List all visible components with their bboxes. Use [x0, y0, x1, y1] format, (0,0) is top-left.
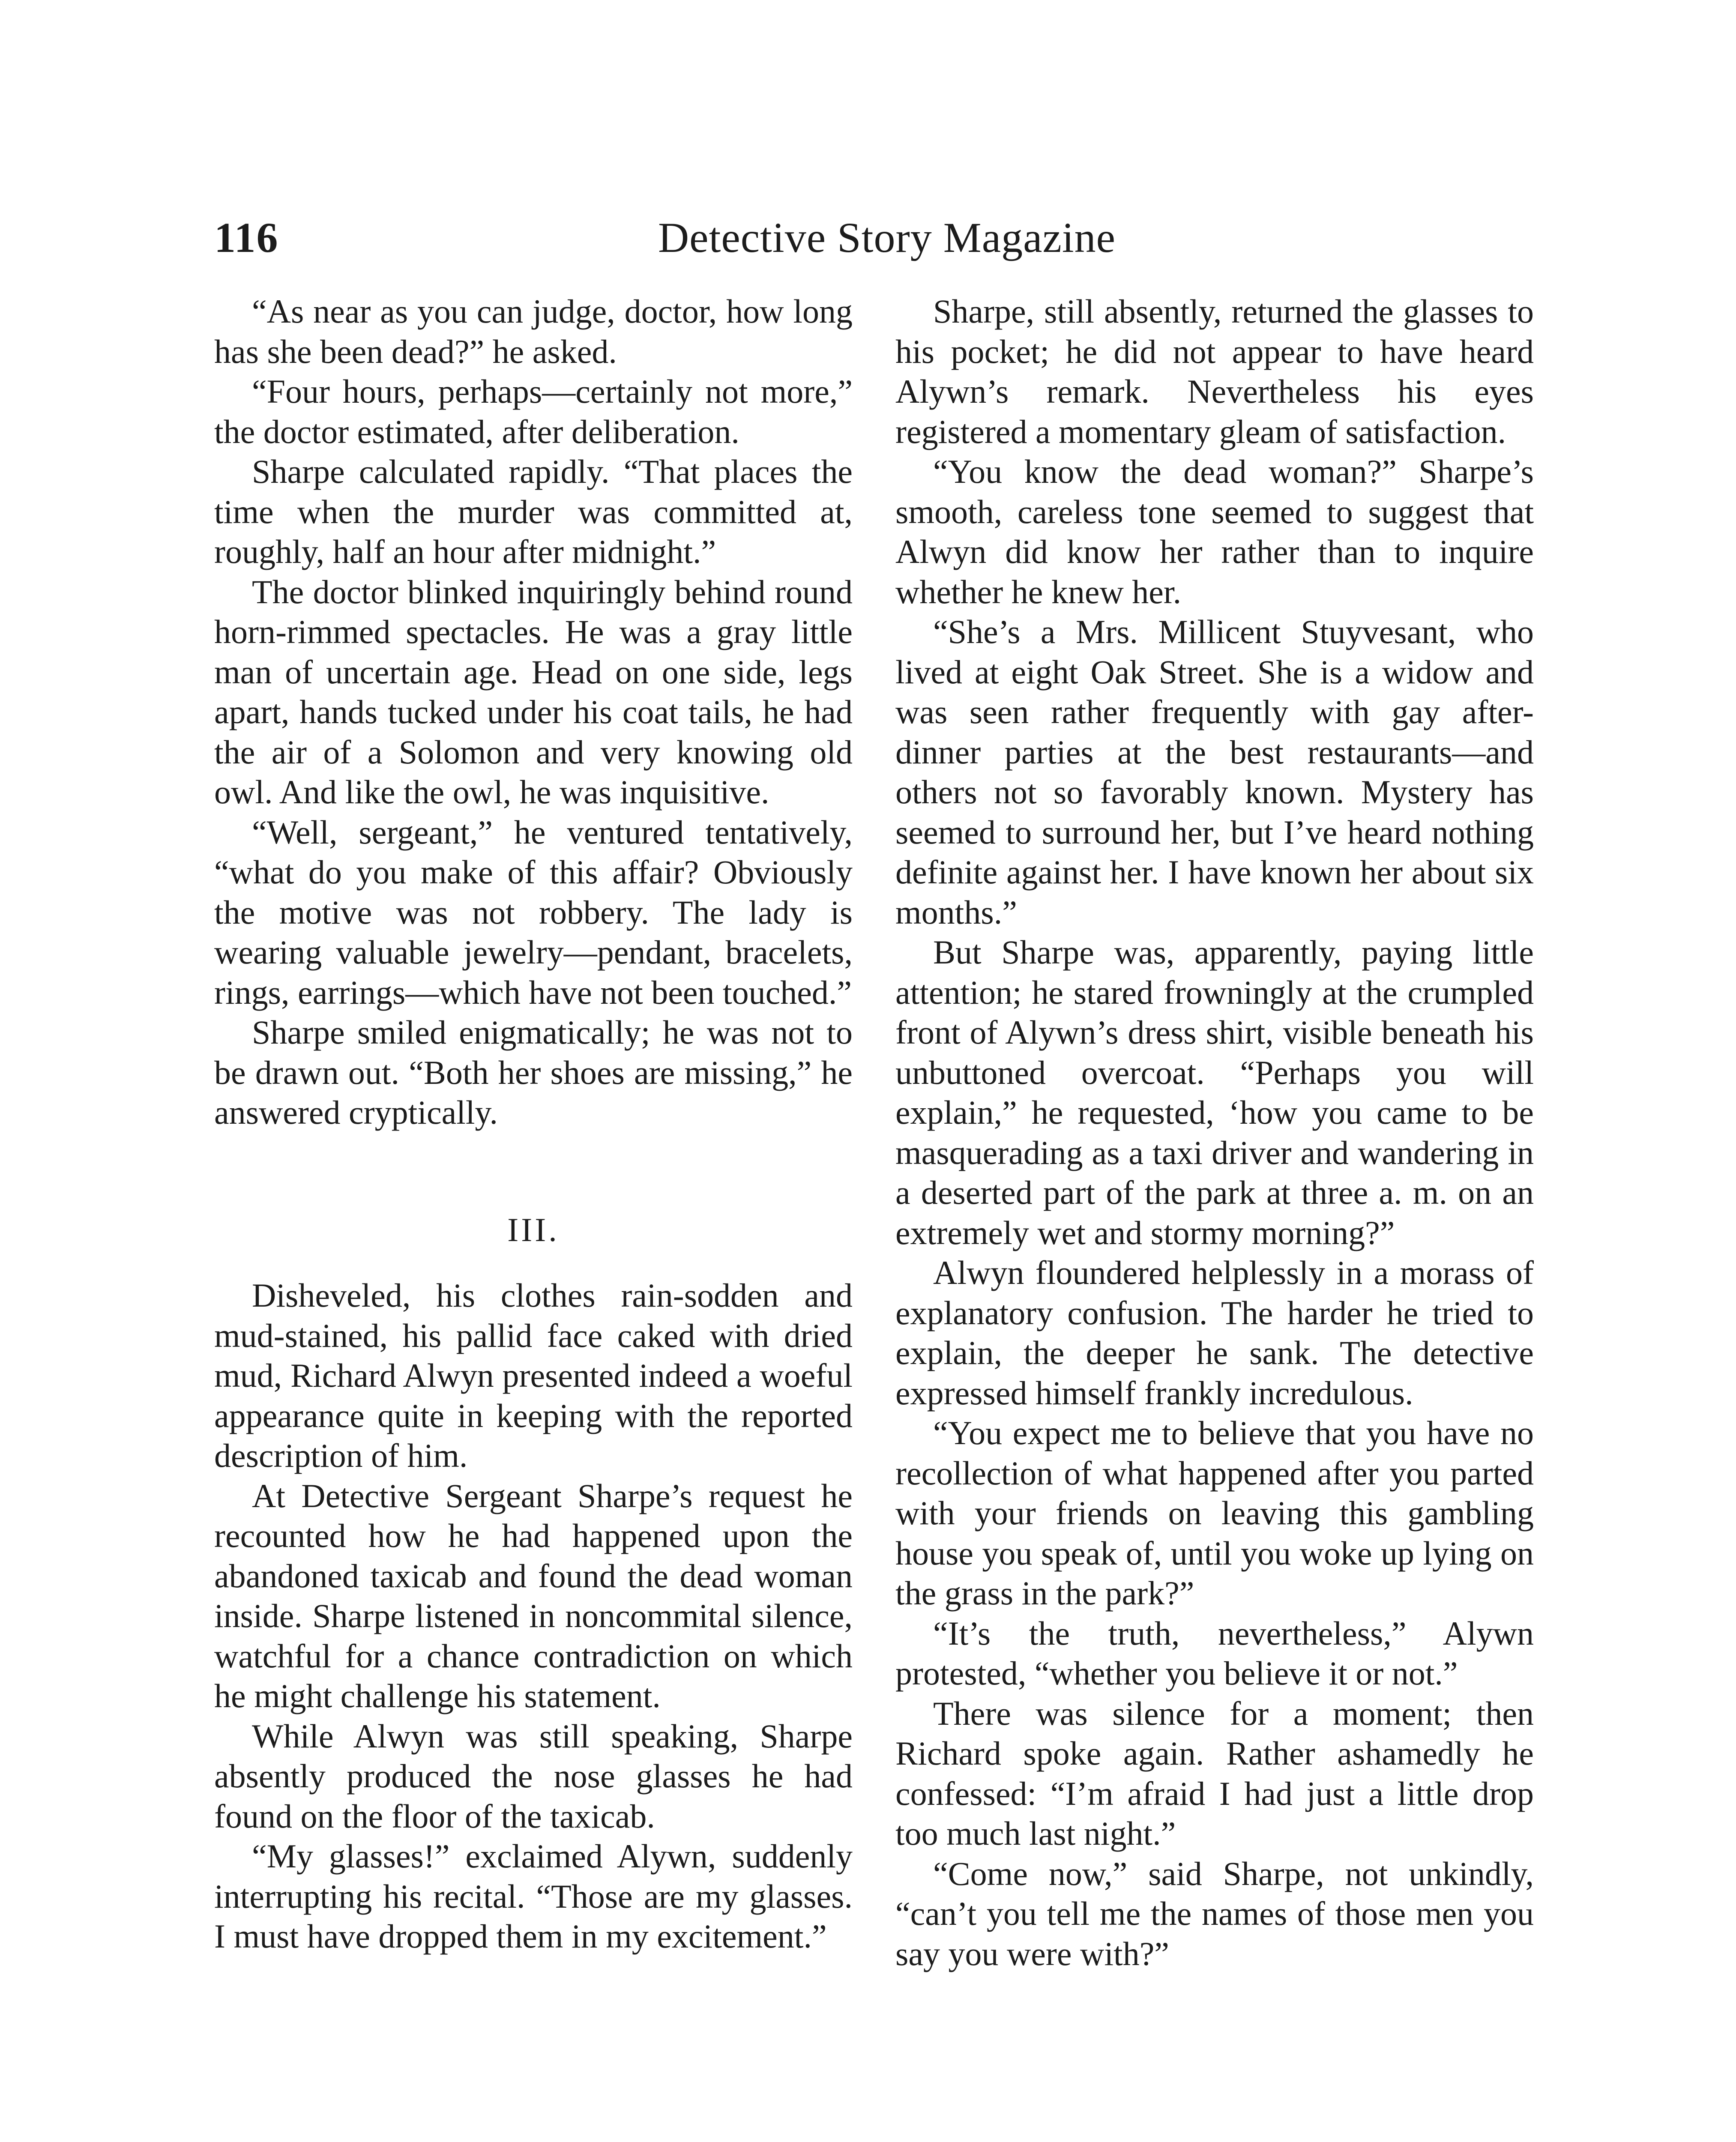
page-number: 116 [214, 214, 279, 261]
paragraph: “It’s the truth, nevertheless,” Alywn protested, “whether you believe it or not.” [895, 1614, 1534, 1692]
paragraph: But Sharpe was, apparently, paying little attention; he stared frowningly at the crumpled front of Alywn’s dress shirt, visible beneath his unbuttoned overcoat. “Perhaps you will explain,” he requested, ‘how you came to be masquerading as a taxi driver and wandering in a deserted part of the park at three a. m. on an extremely wet and stormy morning?” [895, 933, 1534, 1251]
paragraph: “Come now,” said Sharpe, not unkindly, “can’t you tell me the names of those men you say you were with?” [895, 1855, 1534, 1972]
paragraph: Alwyn floundered helplessly in a morass of explanatory confusion. The harder he tried to explain, the deeper he sank. The detective expressed himself frankly incredulous. [895, 1254, 1534, 1412]
paragraph: Disheveled, his clothes rain-sodden and mud-stained, his pallid face caked with dried mud, Richard Alwyn presented indeed a woeful appearance quite in keeping with the reported description of him. [214, 1277, 853, 1474]
paragraph: At Detective Sergeant Sharpe’s request he recounted how he had happened upon the abandoned taxicab and found the dead woman inside. Sharpe listened in noncommital silence, watchful for a chance contradiction on which he might challenge his statement. [214, 1477, 853, 1714]
paragraph: “She’s a Mrs. Millicent Stuyvesant, who lived at eight Oak Street. She is a widow and was seen rather frequently with gay after-dinner parties at the best restaurants—and others not so favorably known. Mystery has seemed to surround her, but I’ve heard nothing definite against her. I have known her about six months.” [895, 613, 1534, 931]
running-title: Detective Story Magazine [658, 214, 1116, 261]
paragraph: Sharpe smiled enigmatically; he was not to be drawn out. “Both her shoes are missing,” he answered cryptically. [214, 1014, 853, 1131]
paragraph: While Alwyn was still speaking, Sharpe absently produced the nose glasses he had found on the floor of the taxicab. [214, 1717, 853, 1835]
section-heading: III. [507, 1211, 560, 1248]
paragraph: The doctor blinked inquiringly behind round horn-rimmed spectacles. He was a gray little man of uncertain age. Head on one side, legs apart, hands tucked under his coat tails, he had the air of a Solomon and very knowing old owl. And like the owl, he was inquisitive. [214, 573, 853, 811]
paragraph: “You expect me to believe that you have no recollection of what happened after you parted with your friends on leaving this gambling house you speak of, until you woke up lying on the grass in the park?” [895, 1414, 1534, 1612]
paragraph: Sharpe calculated rapidly. “That places the time when the murder was committed at, roughly, half an hour after midnight.” [214, 453, 853, 570]
paragraph: “Well, sergeant,” he ventured tentatively, “what do you make of this affair? Obviously the motive was not robbery. The lady is wearing valuable jewelry—pendant, bracelets, rings, earrings—which have not been touched.” [214, 813, 853, 1011]
paragraph: “You know the dead woman?” Sharpe’s smooth, careless tone seemed to suggest that Alwyn did know her rather than to inquire whether he knew her. [895, 453, 1534, 610]
paragraph: “As near as you can judge, doctor, how long has she been dead?” he asked. [214, 293, 853, 370]
page-header [214, 208, 1559, 268]
paragraph: There was silence for a moment; then Richard spoke again. Rather ashamedly he confessed: “I’m afraid I had just a little drop too much last night.” [895, 1694, 1534, 1852]
paragraph: Sharpe, still absently, returned the glasses to his pocket; he did not appear to have heard Alywn’s remark. Nevertheless his eyes registered a momentary gleam of satisfaction. [895, 293, 1534, 450]
left-column [214, 291, 853, 1957]
paragraph: “My glasses!” exclaimed Alywn, suddenly interrupting his recital. “Those are my glasses. I must have dropped them in my excitement.” [214, 1837, 853, 1955]
right-column [895, 291, 1534, 1974]
paragraph: “Four hours, perhaps—certainly not more,” the doctor estimated, after deliberation. [214, 373, 853, 450]
